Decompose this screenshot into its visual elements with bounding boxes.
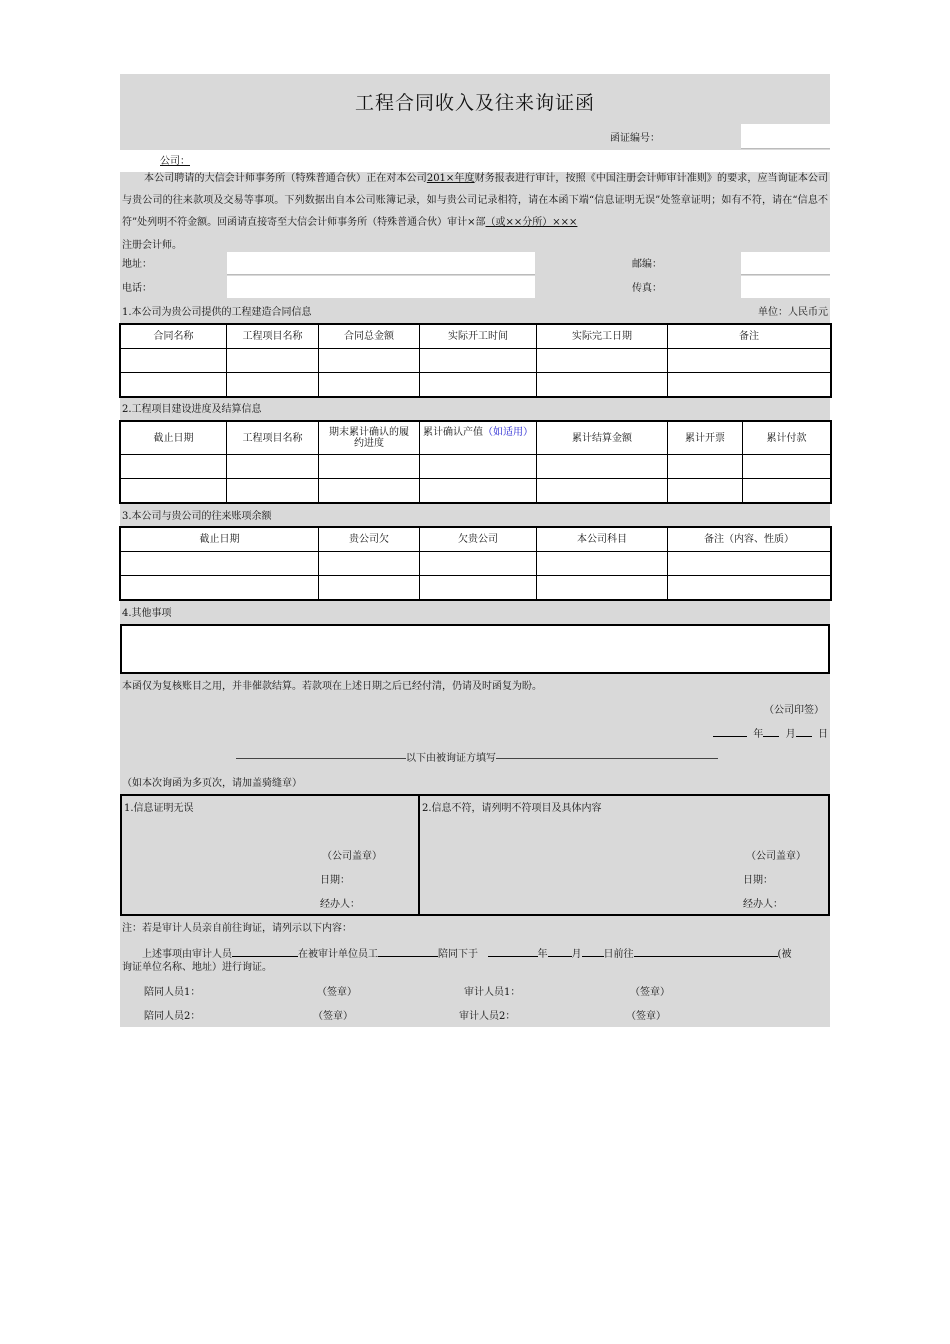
table-cell[interactable] — [121, 373, 227, 397]
auditor2-sign: （签章） — [626, 1011, 666, 1022]
table-cell[interactable] — [121, 576, 319, 600]
table-cell[interactable] — [537, 455, 668, 479]
balance-table — [120, 527, 831, 600]
confirm-correct-date: 日期： — [320, 875, 350, 886]
footer-line1-c: 陪同下于 — [438, 949, 478, 960]
table-cell[interactable] — [121, 349, 227, 373]
table-cell[interactable] — [227, 349, 319, 373]
section4-title: 4.其他事项 — [122, 608, 172, 619]
table-cell[interactable] — [227, 373, 319, 397]
contract-info-table — [120, 324, 831, 397]
auditor2-label: 审计人员2： — [459, 1011, 516, 1022]
table-cell[interactable] — [121, 552, 319, 576]
accomp2-label: 陪同人员2： — [144, 1011, 201, 1022]
table-cell[interactable] — [743, 479, 831, 503]
divider-line-left — [236, 758, 406, 759]
confirm-correct-seal: （公司盖章） — [322, 851, 382, 862]
postcode-field[interactable] — [741, 252, 830, 275]
postcode-label: 邮编： — [632, 259, 662, 270]
progress-table — [120, 421, 831, 503]
footer-note: 注：若是审计人员亲自前往询证，请列示以下内容： — [122, 923, 352, 934]
confirm-mismatch-box[interactable] — [418, 794, 830, 916]
table-cell[interactable] — [319, 455, 420, 479]
footer-line1-year: 年 — [537, 949, 548, 960]
table-cell[interactable] — [420, 455, 537, 479]
col-header — [420, 422, 537, 455]
table-cell[interactable] — [668, 576, 831, 600]
table-cell[interactable] — [668, 349, 831, 373]
col-header: 截止日期 — [121, 528, 319, 552]
col-header: 工程项目名称 — [227, 422, 319, 455]
table-cell[interactable] — [121, 455, 227, 479]
table-row — [121, 455, 831, 479]
section1-title: 1.本公司为贵公司提供的工程建造合同信息 — [122, 307, 312, 318]
footer-line2: 询证单位名称、地址）进行询证。 — [122, 962, 272, 973]
footer-line1-d: 日前往 — [603, 949, 634, 960]
col-header: 累计开票 — [668, 422, 743, 455]
table-cell[interactable] — [319, 479, 420, 503]
table-cell[interactable] — [319, 552, 420, 576]
col-header: 累计付款 — [743, 422, 831, 455]
table-cell[interactable] — [121, 479, 227, 503]
table-row — [121, 479, 831, 503]
closing-statement: 本函仅为复核账目之用，并非催款结算。若款项在上述日期之后已经付清，仍请及时函复为盼。 — [122, 681, 542, 692]
company-seal-label: （公司印签） — [764, 705, 824, 716]
footer-line1-e: (被 — [777, 949, 792, 960]
table-row — [121, 373, 831, 397]
divider-text: 以下由被询证方填写 — [406, 753, 496, 764]
confirm-mismatch-seal: （公司盖章） — [746, 851, 806, 862]
confirm-correct-box[interactable] — [120, 794, 420, 916]
divider-line-right — [496, 758, 718, 759]
col-header: 合同名称 — [121, 325, 227, 349]
col-header: 期末累计确认的履约进度 — [319, 422, 420, 455]
footer-line1-a: 上述事项由审计人员 — [142, 949, 232, 960]
table-cell[interactable] — [668, 552, 831, 576]
table-cell[interactable] — [668, 455, 743, 479]
table-cell[interactable] — [668, 479, 743, 503]
accomp1-label: 陪同人员1： — [144, 987, 201, 998]
section3-title: 3.本公司与贵公司的往来账项余额 — [122, 511, 272, 522]
footer-line1-month: 月 — [571, 949, 582, 960]
table-cell[interactable] — [537, 349, 668, 373]
table-cell[interactable] — [319, 576, 420, 600]
employee-name-blank[interactable] — [378, 956, 438, 957]
confirm-correct-handler: 经办人： — [320, 899, 360, 910]
intro-branch: （或××分所）××× — [485, 217, 578, 228]
table-cell[interactable] — [420, 552, 537, 576]
intro-text-pre: 本公司聘请的大信会计师事务所（特殊普通合伙）正在对本公司 — [144, 173, 427, 184]
letter-no-label: 函证编号： — [610, 133, 660, 144]
confirm-mismatch-handler: 经办人： — [743, 899, 783, 910]
table-cell[interactable] — [319, 373, 420, 397]
table-cell[interactable] — [227, 479, 319, 503]
intro-end: 注册会计师。 — [122, 240, 182, 251]
col-header: 合同总金额 — [319, 325, 420, 349]
place-blank[interactable] — [634, 956, 778, 957]
accomp1-sign: （签章） — [317, 987, 357, 998]
month-label: 月 — [785, 729, 796, 740]
footer-line1 — [122, 948, 828, 961]
table-cell[interactable] — [227, 455, 319, 479]
month-blank[interactable] — [548, 956, 572, 957]
divider — [226, 752, 728, 765]
footer-line1-b: 在被审计单位员工 — [298, 949, 378, 960]
day-label: 日 — [818, 729, 828, 740]
table-cell[interactable] — [668, 373, 831, 397]
auditor1-sign: （签章） — [630, 987, 670, 998]
table-cell[interactable] — [743, 455, 831, 479]
table-cell[interactable] — [537, 552, 668, 576]
fax-field[interactable] — [741, 276, 830, 298]
table-cell[interactable] — [537, 373, 668, 397]
col-header: 欠贵公司 — [420, 528, 537, 552]
auditor-name-blank[interactable] — [232, 956, 298, 957]
table-row — [121, 349, 831, 373]
address-label: 地址： — [122, 259, 152, 270]
table-cell[interactable] — [537, 479, 668, 503]
table-cell[interactable] — [420, 373, 537, 397]
section1-unit: 单位：人民币元 — [758, 307, 828, 318]
col-header: 贵公司欠 — [319, 528, 420, 552]
table-row — [121, 576, 831, 600]
col-header: 累计结算金额 — [537, 422, 668, 455]
intro-paragraph — [122, 168, 828, 234]
confirm-mismatch-date: 日期： — [743, 875, 773, 886]
table-cell[interactable] — [420, 479, 537, 503]
confirm-correct-title: 1.信息证明无误 — [124, 803, 194, 814]
intro-year: 201×年度 — [426, 173, 475, 184]
fax-label: 传真： — [632, 283, 662, 294]
col-header: 本公司科目 — [537, 528, 668, 552]
other-matters-field[interactable] — [120, 624, 830, 674]
confirm-mismatch-title: 2.信息不符，请列明不符项目及具体内容 — [422, 803, 602, 814]
multi-page-note: （如本次询函为多页次，请加盖骑缝章） — [122, 778, 302, 789]
table-row — [121, 552, 831, 576]
date-line — [713, 728, 828, 741]
col-header: 备注（内容、性质） — [668, 528, 831, 552]
table-cell[interactable] — [319, 349, 420, 373]
year-label: 年 — [753, 729, 764, 740]
company-label: 公司： — [160, 156, 190, 167]
if-applicable-note: （如适用） — [483, 427, 533, 438]
section2-title: 2.工程项目建设进度及结算信息 — [122, 404, 262, 415]
document-title: 工程合同收入及往来询证函 — [354, 92, 595, 114]
accomp2-sign: （签章） — [313, 1011, 353, 1022]
day-blank[interactable] — [582, 956, 604, 957]
intro-text-mid: 财务报表进行审计，按照《中国注册会计师审计准则》的要求，应当询证本公司与贵公司的往来款项及交易等事项。下列数据出自本公司账簿记录，如与贵公司记录相符，请在本函下端“信息证明无误”处签章证明；如有不符，请在“信息不符”处列明不符金额。回函请直接寄至大信会计师事务所（特殊普通合伙）审计×部 — [122, 173, 829, 228]
letter-no-field[interactable] — [741, 124, 830, 149]
year-blank[interactable] — [488, 956, 538, 957]
phone-label: 电话： — [122, 283, 152, 294]
col-header: 截止日期 — [121, 422, 227, 455]
col-header: 实际完工日期 — [537, 325, 668, 349]
phone-field[interactable] — [227, 276, 535, 298]
col-header: 备注 — [668, 325, 831, 349]
address-field[interactable] — [227, 252, 535, 275]
col-header: 实际开工时间 — [420, 325, 537, 349]
confirmation-letter — [120, 74, 830, 1027]
col-header: 工程项目名称 — [227, 325, 319, 349]
table-cell[interactable] — [420, 349, 537, 373]
table-cell[interactable] — [537, 576, 668, 600]
col-header-text: 累计确认产值 — [423, 427, 483, 438]
auditor1-label: 审计人员1： — [464, 987, 521, 998]
table-cell[interactable] — [420, 576, 537, 600]
